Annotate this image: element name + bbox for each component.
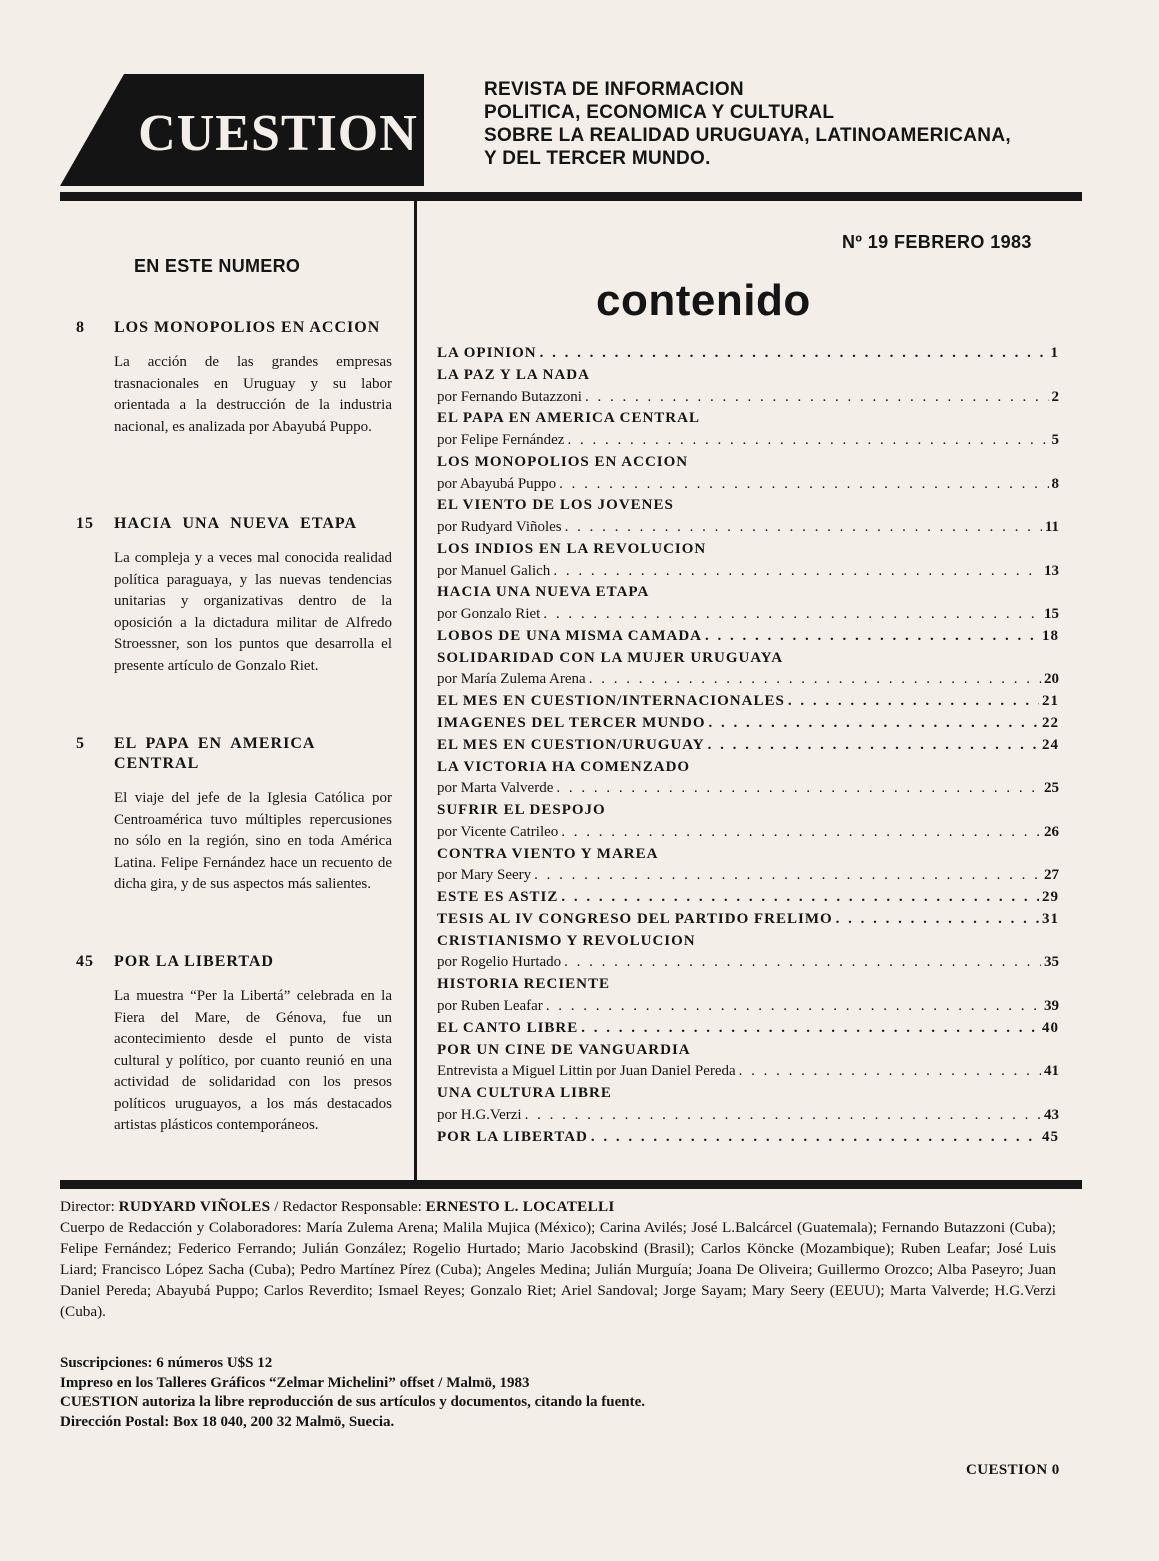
- feature-description: La muestra “Per la Libertá” celebrada en la Fiera del Mare, de Génova, fue un acontecimiento desde el punto de vista cultural y político, por cuanto reunió en una actividad de solidaridad con los presos políticos uruguayos, a los más destacados artistas plásticos contemporáneos.: [114, 988, 392, 1133]
- toc-entry: [437, 1105, 1059, 1127]
- toc-text: EL MES EN CUESTION/INTERNACIONALES: [437, 693, 785, 710]
- toc-leader-dots: [705, 626, 1039, 648]
- top-rule: [60, 192, 1082, 201]
- toc-leader-dots: [589, 669, 1041, 691]
- toc-page-number: 27: [1044, 867, 1059, 884]
- toc-text: por Mary Seery: [437, 867, 532, 884]
- toc-text: EL PAPA EN AMERICA CENTRAL: [437, 410, 700, 427]
- printer-line: Impreso en los Talleres Gráficos “Zelmar Michelini” offset / Malmö, 1983: [60, 1374, 530, 1391]
- feature-item: [76, 514, 392, 677]
- toc-leader-dots: [564, 952, 1041, 974]
- toc-leader-dots: [546, 996, 1041, 1018]
- toc-text: LA VICTORIA HA COMENZADO: [437, 758, 691, 775]
- tagline-line: SOBRE LA REALIDAD URUGUAYA, LATINOAMERICANA,: [484, 125, 1011, 146]
- page-footer: CUESTION 0: [966, 1462, 1060, 1478]
- toc-article-title: [437, 974, 1059, 996]
- toc-text: TESIS AL IV CONGRESO DEL PARTIDO FRELIMO: [437, 910, 833, 927]
- director-label: Director:: [60, 1198, 115, 1215]
- toc-article-title: [437, 1083, 1059, 1105]
- toc-leader-dots: [708, 735, 1039, 757]
- toc-text: por Rudyard Viñoles: [437, 519, 562, 536]
- toc-page-number: 13: [1044, 562, 1059, 579]
- feature-page: 45: [76, 953, 94, 970]
- toc-page-number: 20: [1044, 671, 1059, 688]
- feature-item: [76, 734, 392, 896]
- redactor-label: / Redactor Responsable:: [274, 1198, 422, 1215]
- toc-text: UNA CULTURA LIBRE: [437, 1085, 612, 1102]
- feature-title: HACIA UNA NUEVA ETAPA: [114, 515, 358, 532]
- toc-entry: [437, 1127, 1059, 1149]
- toc-text: SUFRIR EL DESPOJO: [437, 802, 606, 819]
- toc-page-number: 2: [1051, 388, 1059, 405]
- toc-page-number: 35: [1044, 954, 1059, 971]
- toc-article-title: [437, 408, 1059, 430]
- toc-leader-dots: [525, 1105, 1041, 1127]
- toc-leader-dots: [565, 517, 1042, 539]
- toc-leader-dots: [788, 691, 1039, 713]
- toc-entry: [437, 604, 1059, 626]
- toc-article-title: [437, 800, 1059, 822]
- toc-text: por María Zulema Arena: [437, 671, 586, 688]
- credits-block: [60, 1196, 1056, 1322]
- toc-text: SOLIDARIDAD CON LA MUJER URUGUAYA: [437, 649, 784, 666]
- toc-leader-dots: [567, 430, 1048, 452]
- toc-article-title: [437, 539, 1059, 561]
- logo-text: CUESTION: [138, 105, 418, 162]
- toc-article-title: [437, 582, 1059, 604]
- toc-text: por Ruben Leafar: [437, 997, 543, 1014]
- feature-item: [76, 952, 392, 1137]
- feature-page: 8: [76, 319, 85, 336]
- toc-text: por Gonzalo Riet: [437, 606, 541, 623]
- toc-page-number: 11: [1044, 519, 1059, 536]
- toc-text: CONTRA VIENTO Y MAREA: [437, 845, 659, 862]
- feature-title: POR LA LIBERTAD: [114, 953, 274, 970]
- director-name: RUDYARD VIÑOLES: [118, 1198, 271, 1215]
- toc-article-title: [437, 365, 1059, 387]
- feature-title: EL PAPA EN AMERICA CENTRAL: [114, 735, 315, 772]
- toc-entry: [437, 996, 1059, 1018]
- staff-list: Cuerpo de Redacción y Colaboradores: María Zulema Arena; Malila Mujica (México); Carina Avilés; José L.Balcárcel (Guatemala); Fernando Butazzoni (Cuba); Felipe Fernández; Federico Ferrando; Julián González; Rogelio Hurtado; Mario Jacobskind (Brasil); Carlos Köncke (Mozambique); Ruben Leafar; José Luis Liard; Francisco López Sacha (Cuba); Pedro Martínez Pírez (Cuba); Angeles Medina; Julián Murguía; Joana De Oliveira; Guillermo Orozco; Alba Paseyro; Juan Daniel Pereda; Abayubá Puppo; Carlos Reverdito; Ismael Reyes; Gonzalo Riet; Ariel Sandoval; Jorge Sayam; Mary Seery (EEUU); Marta Valverde; H.G.Verzi (Cuba).: [60, 1219, 1056, 1320]
- feature-description: El viaje del jefe de la Iglesia Católica por Centroamérica tuvo múltiples repercusiones no sólo en la región, sino en toda América Latina. Felipe Fernández hace un recuento de dicha gira, y de sus aspectos más salientes.: [114, 790, 392, 892]
- masthead-tagline: [484, 78, 1011, 170]
- toc-leader-dots: [543, 604, 1041, 626]
- toc-leader-dots: [581, 1018, 1039, 1040]
- toc-page-number: 24: [1042, 736, 1059, 753]
- toc-page-number: 5: [1051, 432, 1059, 449]
- contents-title: contenido: [596, 276, 811, 325]
- toc-text: LOS INDIOS EN LA REVOLUCION: [437, 540, 707, 557]
- toc-page-number: 41: [1044, 1063, 1059, 1080]
- logo-banner: [60, 74, 424, 186]
- feature-item: [76, 318, 392, 438]
- toc-text: CRISTIANISMO Y REVOLUCION: [437, 932, 696, 949]
- toc-entry: [437, 691, 1059, 713]
- toc-article-title: [437, 452, 1059, 474]
- toc-text: EL VIENTO DE LOS JOVENES: [437, 497, 674, 514]
- toc-entry: [437, 822, 1059, 844]
- table-of-contents: [437, 343, 1059, 1148]
- toc-entry: [437, 952, 1059, 974]
- toc-entry: [437, 430, 1059, 452]
- issue-number: Nº 19 FEBRERO 1983: [842, 232, 1032, 252]
- toc-entry: [437, 343, 1059, 365]
- feature-title: LOS MONOPOLIOS EN ACCION: [114, 319, 381, 336]
- toc-text: por Felipe Fernández: [437, 432, 565, 449]
- toc-text: Entrevista a Miguel Littin por Juan Daniel Pereda: [437, 1063, 736, 1080]
- toc-entry: [437, 713, 1059, 735]
- toc-text: por Fernando Butazzoni: [437, 388, 582, 405]
- section-heading: EN ESTE NUMERO: [134, 256, 301, 276]
- tagline-line: REVISTA DE INFORMACION: [484, 79, 744, 100]
- reproduction-line: CUESTION autoriza la libre reproducción de sus artículos y documentos, citando la fuente.: [60, 1394, 646, 1410]
- subscription-line: Suscripciones: 6 números U$S 12: [60, 1355, 273, 1371]
- toc-text: por Marta Valverde: [437, 780, 554, 797]
- tagline-line: POLITICA, ECONOMICA Y CULTURAL: [484, 102, 835, 123]
- toc-entry: [437, 778, 1059, 800]
- toc-page-number: 29: [1042, 889, 1059, 906]
- toc-text: EL MES EN CUESTION/URUGUAY: [437, 736, 705, 753]
- toc-entry: [437, 909, 1059, 931]
- toc-text: LA PAZ Y LA NADA: [437, 366, 590, 383]
- toc-article-title: [437, 757, 1059, 779]
- toc-leader-dots: [556, 778, 1041, 800]
- toc-leader-dots: [553, 561, 1041, 583]
- toc-text: EL CANTO LIBRE: [437, 1019, 579, 1036]
- toc-entry: [437, 1018, 1059, 1040]
- toc-entry: [437, 865, 1059, 887]
- toc-leader-dots: [836, 909, 1039, 931]
- toc-entry: [437, 561, 1059, 583]
- toc-leader-dots: [561, 887, 1039, 909]
- toc-text: HISTORIA RECIENTE: [437, 976, 611, 993]
- toc-text: por H.G.Verzi: [437, 1106, 522, 1123]
- toc-text: POR LA LIBERTAD: [437, 1128, 588, 1145]
- toc-page-number: 39: [1044, 997, 1059, 1014]
- toc-text: LOS MONOPOLIOS EN ACCION: [437, 453, 689, 470]
- toc-leader-dots: [540, 343, 1048, 365]
- toc-text: IMAGENES DEL TERCER MUNDO: [437, 715, 706, 732]
- toc-text: por Abayubá Puppo: [437, 475, 557, 492]
- toc-entry: [437, 669, 1059, 691]
- toc-leader-dots: [534, 865, 1041, 887]
- feature-description: La compleja y a veces mal conocida realidad política paraguaya, y las nuevas tendencias unitarias y organizativas dentro de la oposición a la dictadura militar de Alfredo Stroessner, son los puntos que desarrolla el presente artículo de Gonzalo Riet.: [114, 550, 392, 674]
- feature-page: 5: [76, 735, 85, 752]
- toc-text: HACIA UNA NUEVA ETAPA: [437, 584, 650, 601]
- toc-page-number: 45: [1042, 1128, 1059, 1145]
- masthead-credits: [60, 1196, 1056, 1217]
- toc-page-number: 8: [1051, 475, 1059, 492]
- toc-article-title: [437, 648, 1059, 670]
- toc-leader-dots: [561, 822, 1041, 844]
- toc-leader-dots: [739, 1061, 1041, 1083]
- toc-page-number: 1: [1050, 345, 1059, 361]
- feature-description: La acción de las grandes empresas trasnacionales en Uruguay y su labor orientada a la destrucción de la industria nacional, es analizada por Abayubá Puppo.: [114, 354, 392, 435]
- toc-page-number: 40: [1042, 1019, 1059, 1036]
- toc-leader-dots: [585, 387, 1049, 409]
- toc-page-number: 26: [1044, 823, 1059, 840]
- toc-text: ESTE ES ASTIZ: [437, 889, 559, 906]
- toc-page-number: 31: [1042, 910, 1059, 927]
- toc-page-number: 21: [1042, 693, 1059, 710]
- toc-entry: [437, 626, 1059, 648]
- tagline-line: Y DEL TERCER MUNDO.: [484, 148, 711, 169]
- toc-page-number: 43: [1044, 1106, 1059, 1123]
- toc-entry: [437, 474, 1059, 496]
- toc-entry: [437, 735, 1059, 757]
- toc-page-number: 22: [1042, 715, 1059, 732]
- toc-entry: [437, 887, 1059, 909]
- toc-entry: [437, 517, 1059, 539]
- toc-text: por Manuel Galich: [437, 562, 551, 579]
- toc-leader-dots: [709, 713, 1039, 735]
- feature-page: 15: [76, 515, 94, 532]
- toc-leader-dots: [559, 474, 1048, 496]
- toc-text: LA OPINION: [437, 345, 537, 361]
- toc-article-title: [437, 1040, 1059, 1062]
- toc-article-title: [437, 931, 1059, 953]
- toc-text: por Rogelio Hurtado: [437, 954, 562, 971]
- column-divider: [414, 200, 417, 1180]
- toc-page-number: 15: [1044, 606, 1059, 623]
- redactor-name: ERNESTO L. LOCATELLI: [425, 1198, 615, 1215]
- postal-address-line: Dirección Postal: Box 18 040, 200 32 Malmö, Suecia.: [60, 1413, 395, 1430]
- toc-entry: [437, 387, 1059, 409]
- toc-leader-dots: [591, 1127, 1039, 1149]
- toc-text: LOBOS DE UNA MISMA CAMADA: [437, 627, 703, 644]
- bottom-rule: [60, 1180, 1082, 1189]
- toc-page-number: 18: [1042, 627, 1059, 644]
- toc-text: por Vicente Catrileo: [437, 823, 559, 840]
- magazine-logo: [60, 74, 424, 186]
- toc-article-title: [437, 495, 1059, 517]
- toc-entry: [437, 1061, 1059, 1083]
- toc-text: POR UN CINE DE VANGUARDIA: [437, 1041, 691, 1058]
- toc-page-number: 25: [1044, 780, 1059, 797]
- toc-article-title: [437, 844, 1059, 866]
- publication-info: [60, 1354, 960, 1432]
